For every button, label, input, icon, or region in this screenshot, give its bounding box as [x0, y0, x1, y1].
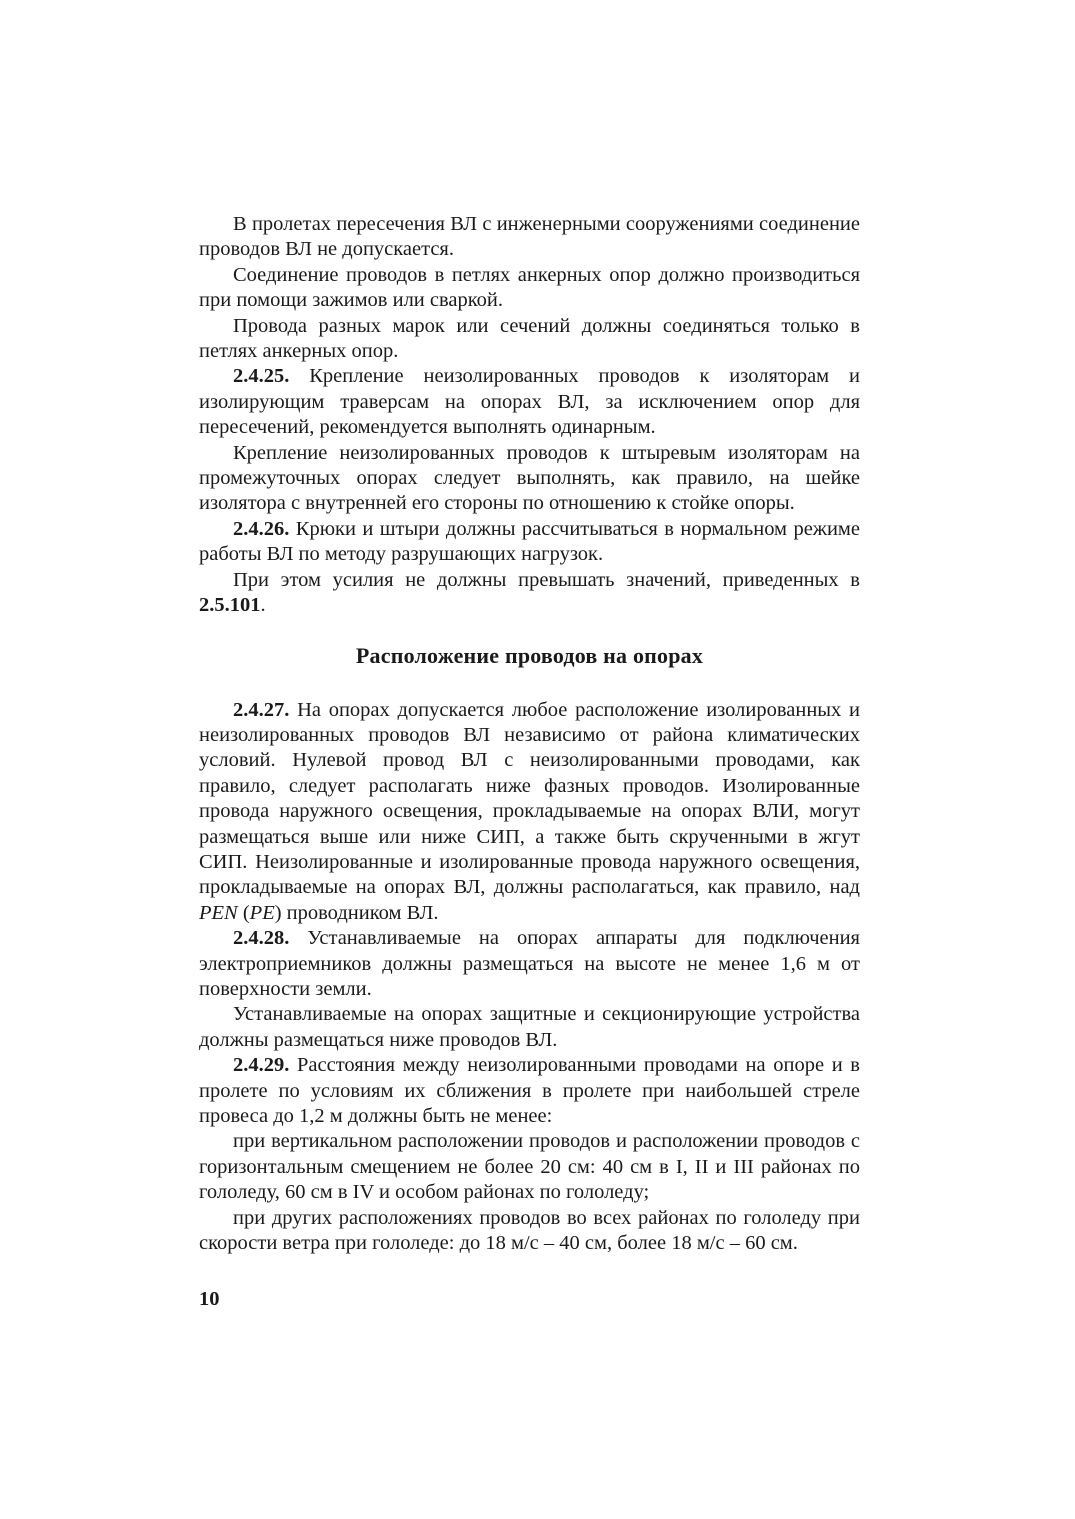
paragraph-forces-reference: При этом усилия не должны превышать значений, приведенных в 2.5.101.	[199, 568, 860, 617]
paragraph-2-4-27: 2.4.27. На опорах допускается любое расположение изолированных и неизолированных проводов ВЛ независимо от района климатических условий. Нулевой провод ВЛ с неизолированными проводами, как правило, следует располагать ниже фазных проводов. Изолированные провода наружного освещения, прокладываемые на опорах ВЛИ, могут размещаться выше или ниже СИП, а также быть скрученными в жгут СИП. Неизолированные и изолированные провода наружного освещения, прокладываемые на опорах ВЛ, должны располагаться, как правило, над PEN (PE) проводником ВЛ.	[199, 698, 860, 924]
clause-number: 2.4.26.	[233, 517, 290, 540]
clause-number: 2.4.29.	[233, 1054, 290, 1077]
clause-number: 2.4.25.	[233, 365, 290, 388]
paragraph-span-joining: В пролетах пересечения ВЛ с инженерными сооружениями соединение проводов ВЛ не допускается.	[199, 213, 860, 261]
paragraph-vertical-arrangement: при вертикальном расположении проводов и расположении проводов с горизонтальным смещением не более 20 см: 40 см в I, II и III районах по гололеду, 60 см в IV и особом районах по гололеду;	[199, 1130, 860, 1204]
paragraph-protective-devices: Устанавливаемые на опорах защитные и секционирующие устройства должны размещаться ниже проводов ВЛ.	[199, 1003, 860, 1051]
paragraph-pin-insulators: Крепление неизолированных проводов к штыревым изоляторам на промежуточных опорах следует выполнять, как правило, на шейке изолятора с внутренней его стороны по отношению к стойке опоры.	[199, 441, 860, 515]
document-page	[199, 212, 860, 1256]
clause-reference: 2.5.101	[199, 594, 261, 617]
paragraph-anchor-loops: Соединение проводов в петлях анкерных опор должно производиться при помощи зажимов или сваркой.	[199, 263, 860, 312]
paragraph-2-4-28: 2.4.28. Устанавливаемые на опорах аппараты для подключения электроприемников должны размещаться на высоте не менее 1,6 м от поверхности земли.	[199, 927, 860, 1000]
paragraph-2-4-26: 2.4.26. Крюки и штыри должны рассчитываться в нормальном режиме работы ВЛ по методу разрушающих нагрузок.	[199, 517, 860, 566]
paragraph-other-arrangements: при других расположениях проводов во всех районах по гололеду при скорости ветра при гололеде: до 18 м/с – 40 см, более 18 м/с – 60 см.	[199, 1206, 860, 1255]
clause-number: 2.4.28.	[233, 927, 290, 950]
paragraph-2-4-25: 2.4.25. Крепление неизолированных проводов к изоляторам и изолирующим траверсам на опорах ВЛ, за исключением опор для пересечений, рекомендуется выполнять одинарным.	[199, 365, 860, 439]
paragraph-different-wires: Провода разных марок или сечений должны соединяться только в петлях анкерных опор.	[199, 314, 860, 363]
section-heading: Расположение проводов на опорах	[355, 642, 704, 668]
clause-number: 2.4.27.	[233, 698, 290, 721]
paragraph-2-4-29: 2.4.29. Расстояния между неизолированными проводами на опоре и в пролете по условиям их сближения в пролете при наибольшей стреле провеса до 1,2 м должны быть не менее:	[199, 1054, 860, 1127]
page-number: 10	[199, 1288, 220, 1310]
